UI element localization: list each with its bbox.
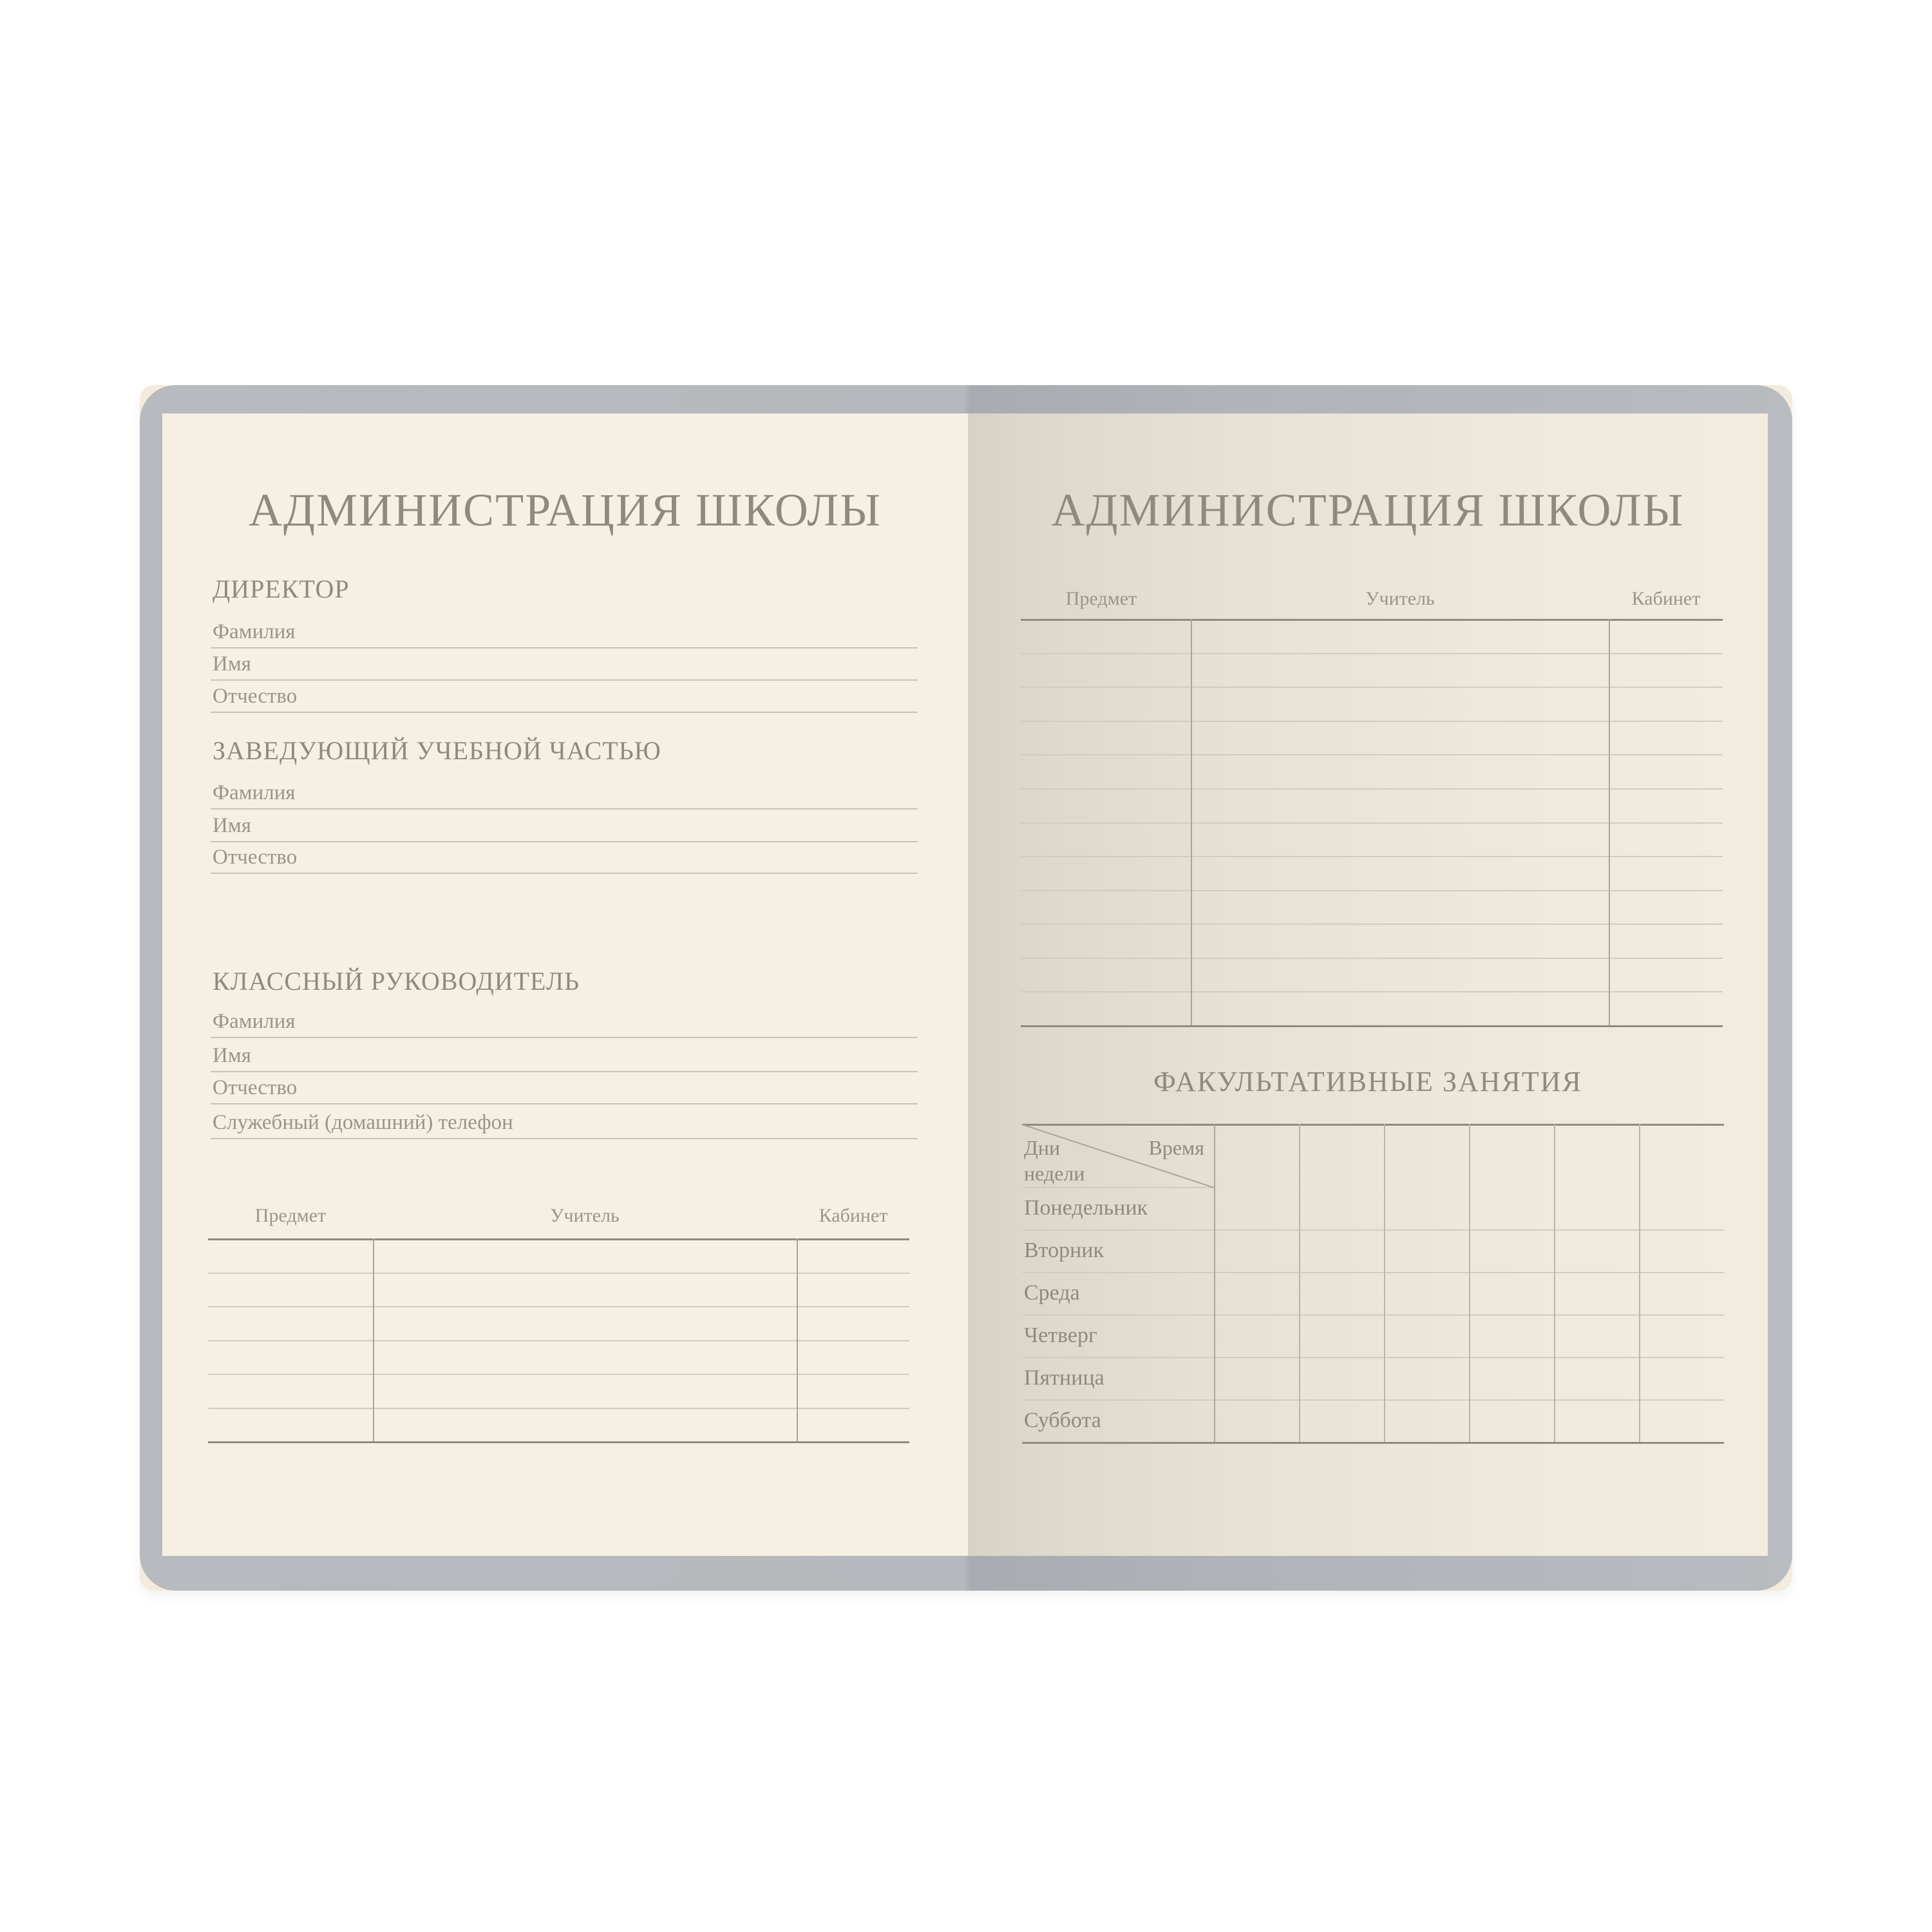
table-row-line (1021, 721, 1723, 722)
field-underline (211, 679, 918, 681)
table-column-header: Предмет (1065, 588, 1137, 609)
table-column-divider (797, 1238, 798, 1441)
table-row-line (1021, 754, 1723, 755)
field-underline (211, 1037, 918, 1038)
field-label: Отчество (213, 1076, 298, 1099)
field-underline (211, 1071, 918, 1072)
corner-days-label-line2: недели (1024, 1162, 1085, 1185)
table-column-header: Учитель (550, 1205, 620, 1226)
table-row-line (208, 1273, 909, 1274)
table-bottom-border (1021, 1025, 1723, 1027)
day-label: Вторник (1024, 1238, 1104, 1262)
table-bottom-border (208, 1441, 909, 1443)
electives-top-border (1022, 1124, 1724, 1126)
table-column-header: Кабинет (819, 1205, 888, 1226)
day-label: Суббота (1024, 1408, 1101, 1432)
day-label: Четверг (1024, 1323, 1097, 1347)
table-row-line (208, 1408, 909, 1409)
table-row-line (1021, 653, 1723, 654)
table-row-line (1021, 856, 1723, 857)
section-heading: ДИРЕКТОР (213, 574, 350, 603)
field-label: Фамилия (213, 1010, 296, 1033)
field-underline (211, 712, 918, 713)
day-label: Понедельник (1024, 1196, 1148, 1220)
electives-time-column-divider (1299, 1124, 1300, 1442)
table-row-line (1021, 687, 1723, 688)
field-underline (211, 647, 918, 649)
field-label: Имя (213, 814, 251, 837)
electives-row-line (1022, 1357, 1724, 1358)
field-underline (211, 841, 918, 842)
table-column-divider (373, 1238, 374, 1441)
field-label: Имя (213, 652, 251, 676)
table-column-header: Предмет (254, 1205, 327, 1226)
section-heading: КЛАССНЫЙ РУКОВОДИТЕЛЬ (213, 967, 580, 996)
left-page-title: АДМИНИСТРАЦИЯ ШКОЛЫ (249, 484, 882, 536)
field-underline (211, 808, 918, 810)
table-top-border (208, 1238, 909, 1240)
field-underline (211, 1138, 918, 1139)
section-heading: ЗАВЕДУЮЩИЙ УЧЕБНОЙ ЧАСТЬЮ (213, 736, 661, 765)
field-label: Отчество (213, 846, 298, 869)
field-label: Фамилия (213, 620, 296, 643)
electives-days-column-divider (1214, 1124, 1215, 1442)
electives-row-line (1022, 1314, 1724, 1316)
table-row-line (208, 1340, 909, 1341)
electives-row-line (1022, 1399, 1724, 1401)
table-column-divider (1609, 619, 1610, 1025)
electives-row-line (1022, 1229, 1724, 1231)
electives-time-column-divider (1384, 1124, 1385, 1442)
electives-header-bottom-line (1022, 1187, 1214, 1188)
table-row-line (1021, 958, 1723, 959)
corner-days-label-line1: Дни (1024, 1136, 1061, 1159)
table-row-line (1021, 788, 1723, 790)
field-label: Имя (213, 1044, 251, 1067)
field-label: Отчество (213, 685, 298, 708)
electives-time-column-divider (1639, 1124, 1640, 1442)
table-top-border (1021, 619, 1723, 621)
electives-bottom-border (1022, 1442, 1724, 1444)
day-label: Пятница (1024, 1366, 1104, 1390)
table-row-line (208, 1306, 909, 1307)
table-column-header: Кабинет (1631, 588, 1701, 609)
table-column-divider (1191, 619, 1192, 1025)
electives-time-column-divider (1554, 1124, 1555, 1442)
day-label: Среда (1024, 1281, 1080, 1305)
right-page-title: АДМИНИСТРАЦИЯ ШКОЛЫ (1051, 484, 1685, 536)
field-underline (211, 873, 918, 874)
table-row-line (208, 1374, 909, 1375)
field-label: Служебный (домашний) телефон (213, 1111, 513, 1134)
table-row-line (1021, 991, 1723, 992)
table-row-line (1021, 822, 1723, 824)
pages (162, 413, 1768, 1556)
field-label: Фамилия (213, 781, 296, 804)
electives-time-column-divider (1469, 1124, 1470, 1442)
table-row-line (1021, 890, 1723, 891)
field-underline (211, 1103, 918, 1104)
corner-time-label: Время (1148, 1136, 1204, 1159)
table-row-line (1021, 923, 1723, 925)
table-column-header: Учитель (1365, 588, 1435, 609)
electives-title: ФАКУЛЬТАТИВНЫЕ ЗАНЯТИЯ (1153, 1065, 1582, 1097)
electives-row-line (1022, 1272, 1724, 1273)
